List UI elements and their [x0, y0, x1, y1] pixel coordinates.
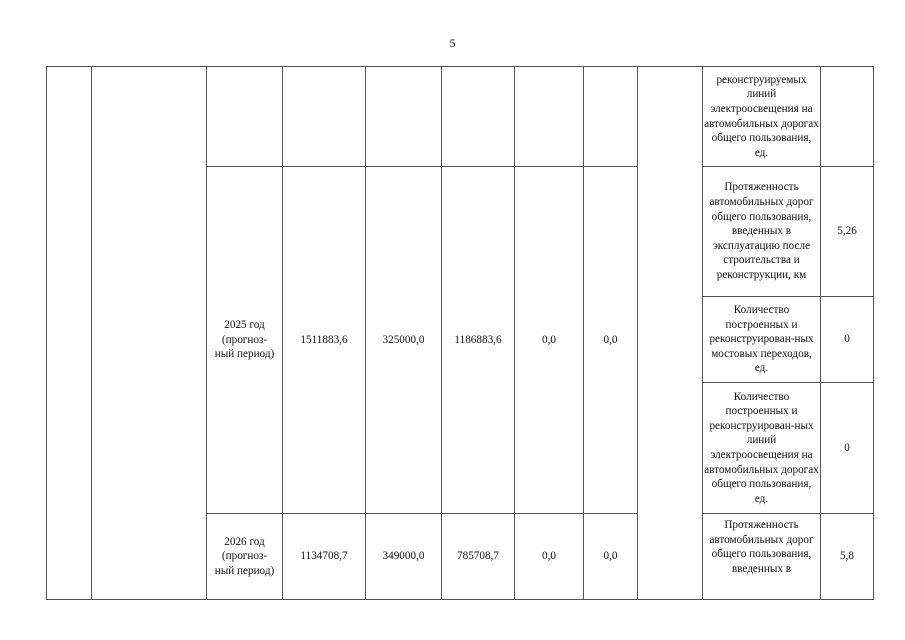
indicator-name-cell: Протяженность автомобильных дорог общего пользования, введенных в эксплуатацию после строительства и реконструкции, км [703, 167, 821, 297]
indicator-value-cell: 0 [821, 297, 874, 383]
period-note: ный период) [214, 564, 275, 577]
indicator-value-cell: 5,8 [821, 514, 874, 600]
period-year: 2026 год [224, 535, 265, 548]
empty-cell [207, 67, 283, 167]
amount-cell: 349000,0 [366, 514, 442, 600]
indicator-name-cell: Количество построенных и реконструирован-ных мостовых переходов, ед. [703, 297, 821, 383]
period-cell [207, 514, 283, 600]
amount-cell: 0,0 [515, 167, 584, 514]
empty-cell [442, 67, 515, 167]
program-funding-table [46, 66, 874, 600]
total-cell: 1134708,7 [283, 514, 366, 600]
indicator-value-cell: 5,26 [821, 167, 874, 297]
empty-cell [283, 67, 366, 167]
amount-cell: 785708,7 [442, 514, 515, 600]
activity-name-cell [92, 67, 207, 600]
indicator-value-cell [821, 67, 874, 167]
table-row [47, 67, 874, 167]
indicator-value-cell: 0 [821, 383, 874, 514]
number-cell [47, 67, 92, 600]
period-note: (прогноз- [221, 333, 268, 346]
indicator-name-cell: Протяженность автомобильных дорог общего пользования, введенных в [703, 514, 821, 600]
indicator-name-cell: Количество построенных и реконструирован-ных линий электроосвещения на автомобильных дорогах общего пользования, ед. [703, 383, 821, 514]
amount-cell: 0,0 [584, 167, 638, 514]
empty-cell [366, 67, 442, 167]
executor-cell [638, 67, 703, 600]
page-number: 5 [449, 36, 456, 50]
period-year: 2025 год [224, 319, 265, 332]
period-cell [207, 167, 283, 514]
amount-cell: 0,0 [584, 514, 638, 600]
amount-cell: 0,0 [515, 514, 584, 600]
period-note: (прогноз- [221, 550, 268, 563]
period-note: ный период) [214, 348, 275, 361]
amount-cell: 325000,0 [366, 167, 442, 514]
empty-cell [584, 67, 638, 167]
amount-cell: 1186883,6 [442, 167, 515, 514]
empty-cell [515, 67, 584, 167]
indicator-name-cell: реконструируемых линий электроосвещения на автомобильных дорогах общего пользования, ед. [703, 67, 821, 167]
total-cell: 1511883,6 [283, 167, 366, 514]
